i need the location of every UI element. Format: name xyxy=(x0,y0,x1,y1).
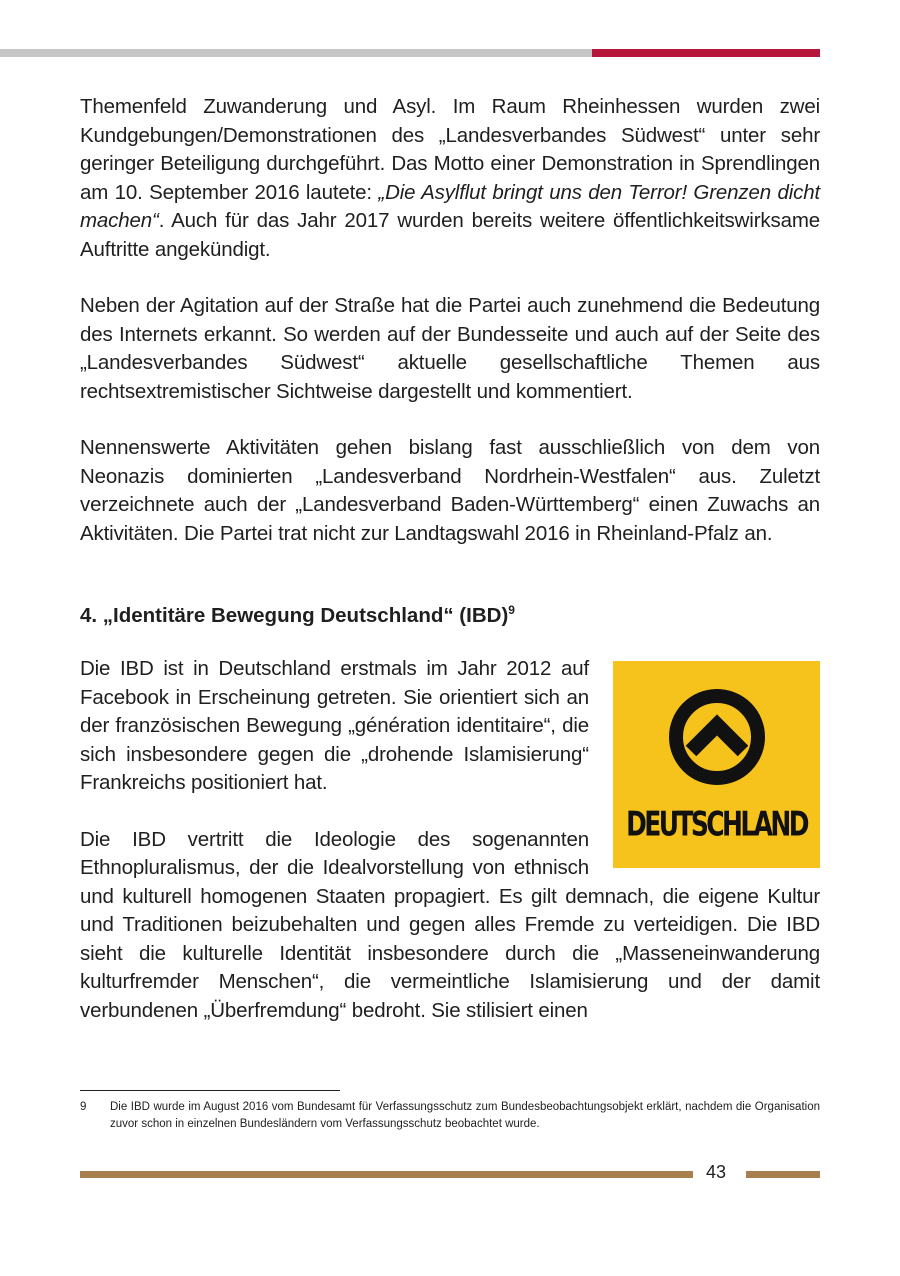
top-rule-grey xyxy=(0,49,592,57)
footnote-divider xyxy=(80,1090,340,1091)
paragraph-3: Nennenswerte Aktivitäten gehen bislang fast ausschließlich von dem von Neonazis dominierten „Landesverband Nordrhein-Westfalen“ aus. Zuletzt verzeichnete auch der „Landesverband Baden-Württemberg“ einen Zuwachs an Aktivitäten. Die Partei trat nicht zur Landtagswahl 2016 in Rheinland-Pfalz an. xyxy=(80,436,820,545)
section-paragraph-2: Die IBD vertritt die Ideologie des sogenannten Ethnopluralismus, der die Idealvorstellung von ethnisch und kulturell homogenen Staaten propagiert. Es gilt demnach, die eigene Kultur und Traditionen beizubehalten und gegen alles Fremde zu verteidigen. Die IBD sieht die kulturelle Identität insbesondere durch die „Masseneinwanderung kulturfremder Menschen“, die vermeintliche Islamisierung und der damit verbundenen „Überfremdung“ bedroht. Sie stilisiert einen xyxy=(80,827,820,1022)
lambda-circle-icon xyxy=(667,687,767,787)
paragraph-1 xyxy=(80,93,820,264)
paragraph-2: Neben der Agitation auf der Straße hat die Partei auch zunehmend die Bedeutung des Internets erkannt. So werden auf der Bundesseite und auch auf der Seite des „Landesverbandes Südwest“ aktuelle gesellschaftliche Themen aus rechtsextremistischer Sichtweise dargestellt und kommentiert. xyxy=(80,294,820,403)
logo-wordmark: DEUTSCHLAND xyxy=(626,804,807,844)
footnote-number: 9 xyxy=(80,1101,87,1113)
paragraph-1-text-before: Themenfeld Zuwanderung und Asyl. Im Raum Rheinhessen wurden zwei Kundgebungen/Demonstrationen des „Landesverbandes Südwest“ unter sehr geringer Beteiligung durchgeführt. Das Motto einer Demonstration in Sprendlingen am 10. September 2016 lautete: xyxy=(80,95,820,204)
footnote-reference[interactable]: 9 xyxy=(508,603,515,617)
footnote xyxy=(80,1099,820,1133)
top-text-block xyxy=(80,93,820,548)
bottom-rule-right xyxy=(746,1171,820,1178)
section-heading-text: 4. „Identitäre Bewegung Deutschland“ (IBD) xyxy=(80,604,509,627)
section-heading xyxy=(80,603,515,628)
paragraph-1-text-after: . Auch für das Jahr 2017 wurden bereits weitere öffentlichkeitswirksame Auftritte angekündigt. xyxy=(80,209,820,261)
ibd-logo xyxy=(613,661,820,868)
top-rule-accent xyxy=(592,49,820,57)
section-paragraph-1 xyxy=(80,655,820,844)
page-number: 43 xyxy=(706,1162,727,1182)
bottom-rule-left xyxy=(80,1171,693,1178)
section-text-block xyxy=(80,655,820,1025)
demo-motto-quote: „Die Asylflut bringt uns den Terror! Grenzen dicht machen“ xyxy=(80,180,821,232)
section-paragraph-1-text: Die IBD ist in Deutschland erstmals im Jahr 2012 auf Facebook in Erscheinung getreten. Sie orientiert sich an der französischen Bewegung „génération identitaire“, die sich insbesondere gegen die „drohende Islamisierung“ Frankreichs positioniert hat. xyxy=(80,657,589,794)
footnote-text: Die IBD wurde im August 2016 vom Bundesamt für Verfassungsschutz zum Bundesbeobachtungsobjekt erklärt, nachdem die Organisation zuvor schon in einzelnen Bundesländern vom Verfassungsschutz beobachtet wurde. xyxy=(110,1101,820,1130)
